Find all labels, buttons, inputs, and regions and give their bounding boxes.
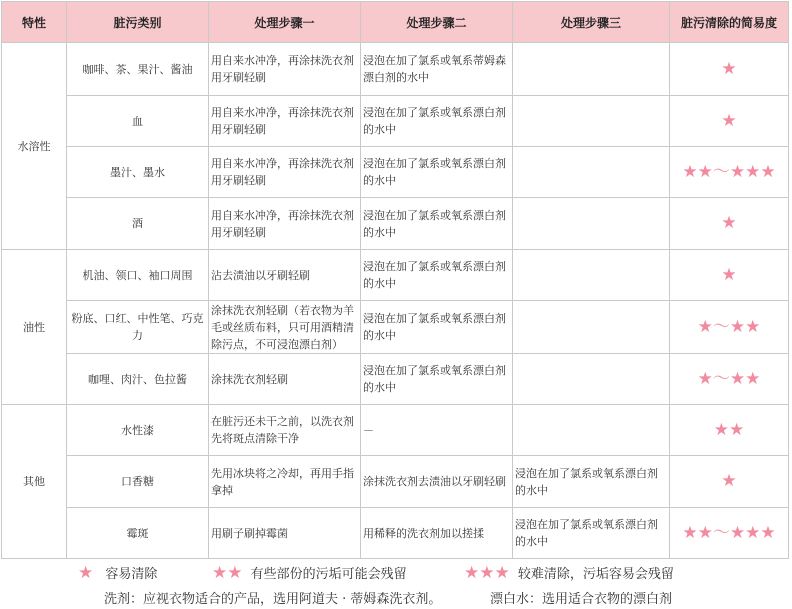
step3-cell: 浸泡在加了氯系或氧系漂白剂的水中 bbox=[513, 508, 670, 559]
group-label: 其他 bbox=[2, 405, 67, 559]
group-label: 油性 bbox=[2, 250, 67, 405]
header-step1: 处理步骤一 bbox=[209, 2, 361, 43]
ease-rating: ★ bbox=[670, 43, 789, 96]
legend-text: 容易清除 bbox=[105, 567, 158, 582]
legend-item bbox=[212, 563, 407, 583]
star-icon: ★ bbox=[78, 563, 94, 583]
ease-rating: ★ bbox=[670, 96, 789, 147]
table-row bbox=[2, 354, 789, 405]
header-step3: 处理步骤三 bbox=[513, 2, 670, 43]
step1-cell: 用自来水冲净，再涂抹洗衣剂用牙刷轻刷 bbox=[209, 96, 361, 147]
step3-cell bbox=[513, 354, 670, 405]
step2-cell: 浸泡在加了氯系或氧系漂白剂的水中 bbox=[361, 198, 513, 250]
step1-text: 涂抹洗衣剂轻刷（若衣物为羊毛或丝质布料，只可用酒精清除污点，不可浸泡漂白剂） bbox=[211, 303, 354, 351]
group-label: 水溶性 bbox=[2, 43, 67, 250]
header-step2: 处理步骤二 bbox=[361, 2, 513, 43]
ease-rating: ★～★★ bbox=[670, 301, 789, 354]
step2-cell: 浸泡在加了氯系或氧系蒂姆森漂白剂的水中 bbox=[361, 43, 513, 96]
table-row bbox=[2, 508, 789, 559]
table-row bbox=[2, 96, 789, 147]
header-stain-type: 脏污类别 bbox=[67, 2, 209, 43]
step2-cell: － bbox=[361, 405, 513, 456]
step1-cell: 在脏污还未干之前，以洗衣剂先将斑点清除干净 bbox=[209, 405, 361, 456]
stain-cell: 咖哩、肉汁、色拉酱 bbox=[67, 354, 209, 405]
step3-cell bbox=[513, 405, 670, 456]
step2-cell: 浸泡在加了氯系或氧系漂白剂的水中 bbox=[361, 96, 513, 147]
step2-cell: 涂抹洗衣剂去渍油以牙刷轻刷 bbox=[361, 456, 513, 508]
stain-cell: 口香糖 bbox=[67, 456, 209, 508]
step3-cell bbox=[513, 250, 670, 301]
table-row bbox=[2, 405, 789, 456]
star-icon: ★★★ bbox=[464, 563, 510, 583]
legend-item bbox=[464, 563, 674, 583]
stain-cell: 咖啡、茶、果汁、酱油 bbox=[67, 43, 209, 96]
table-row bbox=[2, 147, 789, 198]
step3-cell bbox=[513, 198, 670, 250]
step2-cell: 浸泡在加了氯系或氧系漂白剂的水中 bbox=[361, 354, 513, 405]
legend-text: 有些部份的污垢可能会残留 bbox=[250, 567, 407, 582]
step1-cell: 先用冰块将之冷却，再用手指拿掉 bbox=[209, 456, 361, 508]
stain-cell: 机油、领口、袖口周围 bbox=[67, 250, 209, 301]
step3-cell bbox=[513, 147, 670, 198]
step1-cell: 用自来水冲净，再涂抹洗衣剂用牙刷轻刷 bbox=[209, 198, 361, 250]
step1-cell: 用自来水冲净，再涂抹洗衣剂用牙刷轻刷 bbox=[209, 147, 361, 198]
header-row bbox=[2, 2, 789, 43]
ease-rating: ★★～★★★ bbox=[670, 147, 789, 198]
stain-cell: 水性漆 bbox=[67, 405, 209, 456]
ease-rating: ★ bbox=[670, 456, 789, 508]
step1-cell: 涂抹洗衣剂轻刷 bbox=[209, 354, 361, 405]
star-icon: ★★ bbox=[212, 563, 243, 583]
header-property: 特性 bbox=[2, 2, 67, 43]
step1-cell: 用刷子刷掉霉菌 bbox=[209, 508, 361, 559]
detergent-note: 洗剂：应视衣物适合的产品，选用阿道夫 · 蒂姆森洗衣剂。 bbox=[104, 592, 442, 607]
ease-rating: ★～★★ bbox=[670, 354, 789, 405]
step3-cell bbox=[513, 301, 670, 354]
step2-cell: 浸泡在加了氯系或氧系漂白剂的水中 bbox=[361, 147, 513, 198]
table-row bbox=[2, 250, 789, 301]
ease-rating: ★★ bbox=[670, 405, 789, 456]
step2-cell: 用稀释的洗衣剂加以搓揉 bbox=[361, 508, 513, 559]
bleach-note: 漂白水：选用适合衣物的漂白剂 bbox=[490, 592, 673, 607]
table-row bbox=[2, 301, 789, 354]
step1-cell: 沾去渍油以牙刷轻刷 bbox=[209, 250, 361, 301]
step1-cell: 用自来水冲净，再涂抹洗衣剂用牙刷轻刷 bbox=[209, 43, 361, 96]
ease-rating: ★ bbox=[670, 250, 789, 301]
stain-cell: 霉斑 bbox=[67, 508, 209, 559]
step2-cell: 浸泡在加了氯系或氧系漂白剂的水中 bbox=[361, 301, 513, 354]
ease-rating: ★★～★★★ bbox=[670, 508, 789, 559]
step3-cell bbox=[513, 96, 670, 147]
step1-cell bbox=[209, 301, 361, 354]
stain-cell: 酒 bbox=[67, 198, 209, 250]
table-row bbox=[2, 43, 789, 96]
step2-cell: 浸泡在加了氯系或氧系漂白剂的水中 bbox=[361, 250, 513, 301]
stain-cell: 墨汁、墨水 bbox=[67, 147, 209, 198]
ease-rating: ★ bbox=[670, 198, 789, 250]
stain-removal-table bbox=[1, 1, 789, 559]
legend-item bbox=[78, 563, 157, 583]
table-row bbox=[2, 198, 789, 250]
stain-cell: 粉底、口红、中性笔、巧克力 bbox=[67, 301, 209, 354]
stain-cell: 血 bbox=[67, 96, 209, 147]
step3-cell: 浸泡在加了氯系或氧系漂白剂的水中 bbox=[513, 456, 670, 508]
legend-text: 较难清除，污垢容易会残留 bbox=[517, 567, 674, 582]
table-row bbox=[2, 456, 789, 508]
header-ease: 脏污清除的简易度 bbox=[670, 2, 789, 43]
step3-cell bbox=[513, 43, 670, 96]
